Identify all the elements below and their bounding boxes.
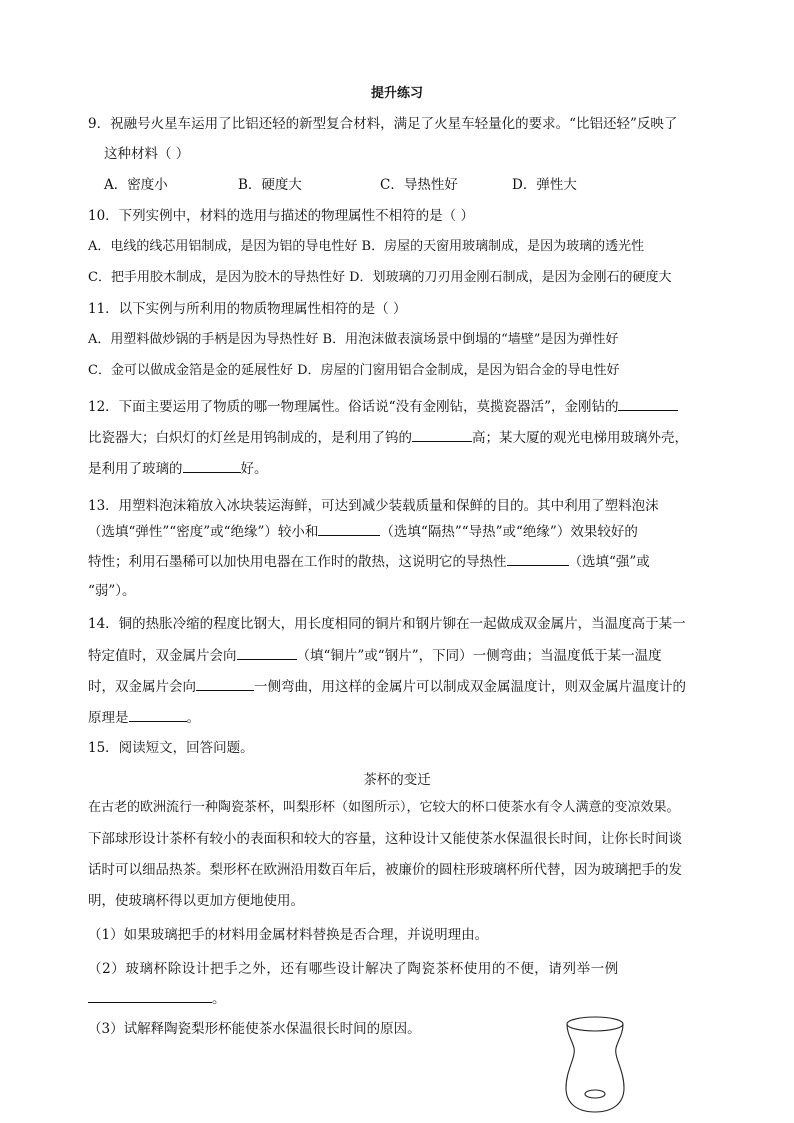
q13-blank-1[interactable]: [318, 521, 380, 536]
q15-stem: 15．阅读短文，回答问题。: [88, 740, 254, 756]
q12-text-2: 比瓷器大；白炽灯的灯丝是用钨制成的，是利用了钨的: [88, 430, 412, 446]
q13-text-4: （选填“强”或: [568, 554, 650, 570]
q14-text-5: 原理是: [88, 710, 129, 726]
q14-text-3: 时，双金属片会向: [88, 679, 196, 695]
q11-options-cd: C．金可以做成金箔是金的延展性好 D．房屋的门窗用铝合金制成，是因为铝合金的导电性好: [88, 363, 620, 378]
q12-line1: [88, 396, 678, 417]
q15-sub2-blank[interactable]: [88, 988, 212, 1003]
q14-blank-1[interactable]: [237, 645, 297, 660]
q13-text-2: （选填“隔热”“导热”或“绝缘”）效果较好的: [380, 524, 638, 540]
q9-line2: 这种材料（ ）: [104, 146, 190, 162]
pear-shaped-cup-illustration: [560, 1014, 630, 1116]
q13-text-1: （选填“弹性”“密度”或“绝缘”）较小和: [88, 524, 319, 540]
q9-option-a: A．密度小: [104, 177, 168, 193]
q12-text-1: 12．下面主要运用了物质的哪一物理属性。俗话说“没有金刚钻，莫揽瓷器活”，金刚钻的: [88, 399, 619, 415]
q9-option-c: C．导热性好: [380, 177, 458, 193]
q9-option-b: B．硬度大: [238, 177, 302, 193]
passage-title: 茶杯的变迁: [363, 772, 431, 788]
q12-blank-2[interactable]: [412, 427, 472, 442]
q12-blank-1[interactable]: [618, 396, 678, 411]
q15-sub3: （3）试解释陶瓷梨形杯能使茶水保温很长时间的原因。: [88, 1021, 421, 1037]
q9-option-d: D．弹性大: [512, 177, 577, 193]
passage-line-1: 在古老的欧洲流行一种陶瓷茶杯，叫梨形杯（如图所示），它较大的杯口使茶水有令人满意的变凉效果。: [88, 800, 680, 815]
q12-line3: [88, 458, 268, 479]
q12-text-3: 高；某大厦的观光电梯用玻璃外壳，: [472, 430, 688, 446]
q14-line2: [88, 645, 662, 666]
q14-line4: [88, 707, 200, 728]
passage-line-3: 话时可以细品热茶。梨形杯在欧洲沿用数百年后，被廉价的圆柱形玻璃杯所代替，因为玻璃把手的发: [88, 862, 682, 878]
q13-line3: [88, 551, 650, 572]
q13-blank-2[interactable]: [507, 551, 569, 566]
q15-sub2: （2）玻璃杯除设计把手之外，还有哪些设计解决了陶瓷茶杯使用的不便，请列举一例: [88, 961, 619, 977]
q14-text-2: （填“铜片”或“钢片”，下同）一侧弯曲；当温度低于某一温度: [296, 648, 662, 664]
q13-line4: “弱”）。: [88, 583, 136, 599]
q12-text-5: 好。: [240, 461, 268, 477]
q14-text-1: 特定值时，双金属片会向: [88, 648, 237, 664]
q11-options-ab: A．用塑料做炒锅的手柄是因为导热性好 B．用泡沫做表演场景中倒塌的“墙壁”是因为弹性好: [88, 332, 619, 347]
q15-sub2-end: 。: [212, 991, 226, 1007]
passage-line-2: 下部球形设计茶杯有较小的表面积和较大的容量，这种设计又能使茶水保温很长时间，让你长时间谈: [88, 831, 682, 847]
q10-options-cd: C．把手用胶木制成，是因为胶木的导热性好 D．划玻璃的刀刃用金刚石制成，是因为金刚石的硬度大: [88, 270, 672, 285]
q12-text-4: 是利用了玻璃的: [88, 461, 183, 477]
q13-line2: [88, 521, 638, 542]
q14-line1: 14．铜的热胀冷缩的程度比钢大，用长度相同的铜片和钢片铆在一起做成双金属片，当温度高于某一: [88, 616, 686, 632]
q15-sub2-answer-line: [88, 988, 226, 1009]
q14-text-6: 。: [186, 710, 200, 726]
section-title: 提升练习: [370, 86, 423, 101]
q14-line3: [88, 676, 686, 697]
q12-line2: [88, 427, 688, 448]
q10-options-ab: A．电线的线芯用铝制成，是因为铝的导电性好 B．房屋的天窗用玻璃制成，是因为玻璃的透光性: [88, 239, 645, 254]
q13-text-3: 特性；利用石墨稀可以加快用电器在工作时的散热，这说明它的导热性: [88, 554, 507, 570]
q9-line1: 9．祝融号火星车运用了比铝还轻的新型复合材料，满足了火星车轻量化的要求。“比铝还轻”反映了: [88, 116, 678, 132]
q13-line1: 13．用塑料泡沫箱放入冰块装运海鲜，可达到减少装载质量和保鲜的目的。其中利用了塑料泡沫: [88, 498, 659, 514]
q11-stem: 11．以下实例与所利用的物质物理属性相符的是（ ）: [88, 301, 407, 317]
q15-sub1: （1）如果玻璃把手的材料用金属材料替换是否合理，并说明理由。: [88, 927, 489, 943]
q14-text-4: 一侧弯曲，用这样的金属片可以制成双金属温度计，则双金属片温度计的: [254, 679, 686, 695]
q12-blank-3[interactable]: [183, 458, 241, 473]
q14-blank-3[interactable]: [129, 707, 187, 722]
passage-line-4: 明，使玻璃杯得以更加方便地使用。: [88, 893, 304, 909]
q10-stem: 10．下列实例中，材料的选用与描述的物理属性不相符的是（ ）: [88, 208, 474, 224]
q14-blank-2[interactable]: [196, 676, 254, 691]
